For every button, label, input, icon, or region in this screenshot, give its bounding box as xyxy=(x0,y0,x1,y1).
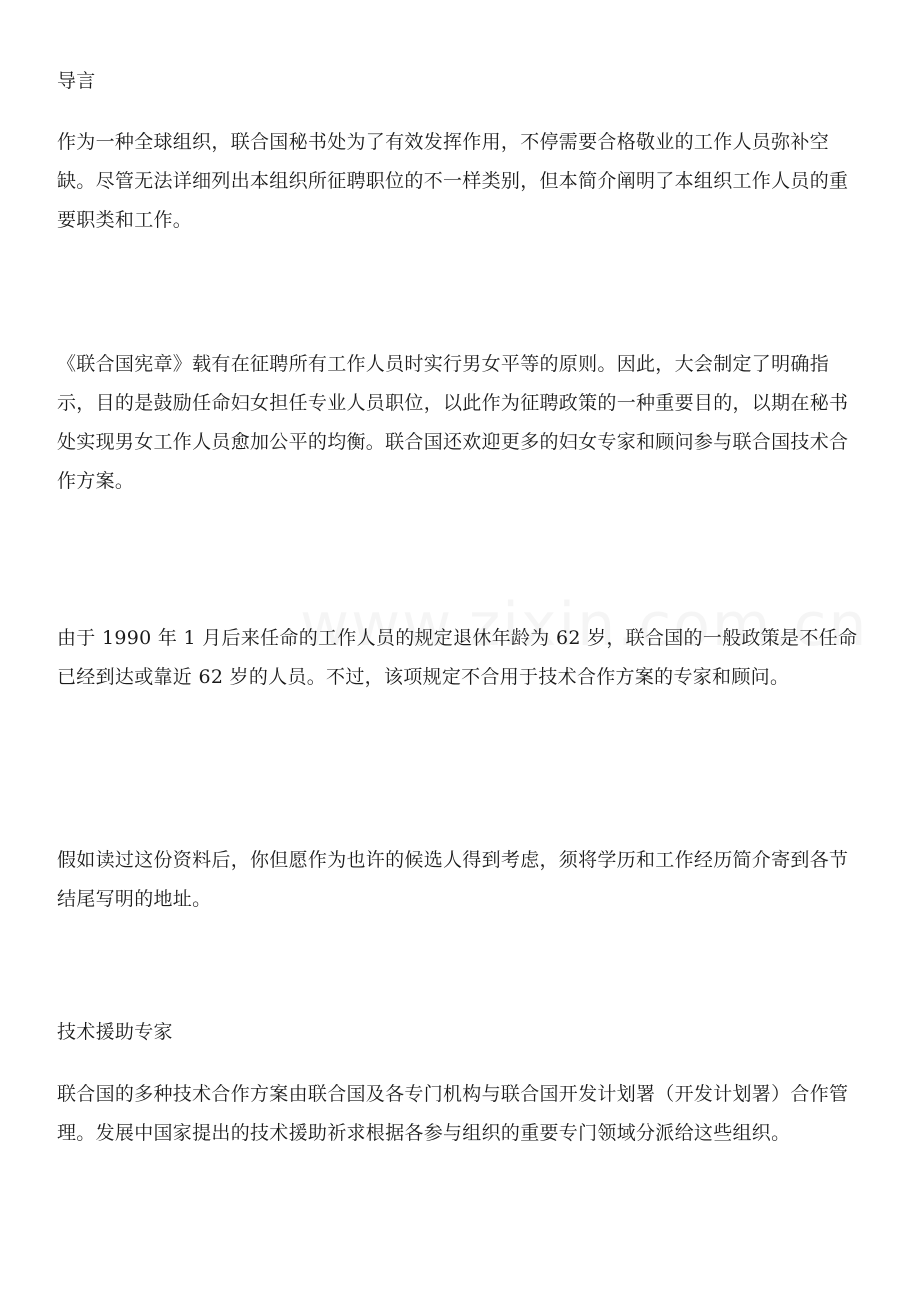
heading-intro: 导言 xyxy=(57,70,96,92)
paragraph-retirement-age: 由于 1990 年 1 月后来任命的工作人员的规定退休年龄为 62 岁，联合国的一般政策是不任命已经到达或靠近 62 岁的人员。不过，该项规定不合用于技术合作方案的专家和顾问。 xyxy=(57,627,858,688)
paragraph-technical-cooperation: 联合国的多种技术合作方案由联合国及各专门机构与联合国开发计划署（开发计划署）合作管理。发展中国家提出的技术援助祈求根据各参与组织的重要专门领域分派给这些组织。 xyxy=(57,1083,849,1144)
heading-technical-experts: 技术援助专家 xyxy=(57,1021,173,1043)
paragraph-gender-equality: 《联合国宪章》载有在征聘所有工作人员时实行男女平等的原则。因此，大会制定了明确指示，目的是鼓励任命妇女担任专业人员职位，以此作为征聘政策的一种重要目的，以期在秘书处实现男女工作人员愈加公平的均衡。联合国还欢迎更多的妇女专家和顾问参与联合国技术合作方案。 xyxy=(57,353,849,492)
paragraph-application: 假如读过这份资料后，你但愿作为也许的候选人得到考虑，须将学历和工作经历简介寄到各节结尾写明的地址。 xyxy=(57,849,849,910)
paragraph-intro: 作为一种全球组织，联合国秘书处为了有效发挥作用，不停需要合格敬业的工作人员弥补空缺。尽管无法详细列出本组织所征聘职位的不一样类别，但本简介阐明了本组织工作人员的重要职类和工作。 xyxy=(57,131,849,231)
